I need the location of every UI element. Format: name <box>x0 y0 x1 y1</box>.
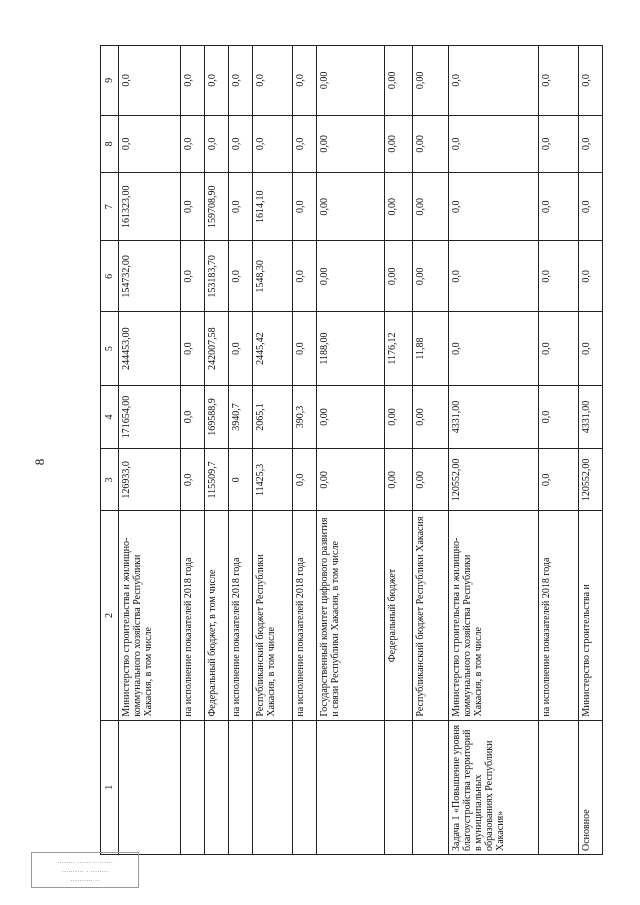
amount-cell: 0,0 <box>579 46 603 116</box>
amount-cell: 0,0 <box>119 46 181 116</box>
amount-cell: 0,0 <box>449 115 539 172</box>
amount-cell: 0,0 <box>205 46 229 116</box>
amount-cell: 0,0 <box>181 46 205 116</box>
funding-source-cell: Федеральный бюджет <box>385 511 413 720</box>
amount-cell: 0,0 <box>181 241 205 312</box>
table-row <box>229 46 253 855</box>
amount-cell: 0,00 <box>413 173 449 241</box>
amount-cell: 0,0 <box>181 115 205 172</box>
table-row <box>253 46 293 855</box>
task-cell <box>317 720 385 854</box>
amount-cell: 0,00 <box>385 115 413 172</box>
amount-cell: 0,0 <box>293 46 317 116</box>
amount-cell: 0,0 <box>181 449 205 511</box>
amount-cell: 0,00 <box>385 385 413 448</box>
amount-cell: 120552,00 <box>579 449 603 511</box>
amount-cell: 0,00 <box>413 385 449 448</box>
column-number: 1 <box>101 720 119 854</box>
amount-cell: 0,0 <box>293 241 317 312</box>
amount-cell: 120552,00 <box>449 449 539 511</box>
column-number: 9 <box>101 46 119 116</box>
amount-cell: 0,0 <box>449 173 539 241</box>
amount-cell: 159708,90 <box>205 173 229 241</box>
stamp-line: .......... .. <box>70 875 100 883</box>
task-cell <box>293 720 317 854</box>
amount-cell: 0 <box>229 449 253 511</box>
column-number: 3 <box>101 449 119 511</box>
column-number: 4 <box>101 385 119 448</box>
amount-cell: 2445,42 <box>253 312 293 385</box>
amount-cell: 0,00 <box>385 449 413 511</box>
amount-cell: 0,00 <box>385 173 413 241</box>
task-cell <box>181 720 205 854</box>
amount-cell: 161323,00 <box>119 173 181 241</box>
amount-cell: 0,0 <box>539 46 579 116</box>
amount-cell: 154732,00 <box>119 241 181 312</box>
amount-cell: 0,0 <box>181 385 205 448</box>
amount-cell: 0,0 <box>229 46 253 116</box>
amount-cell: 0,00 <box>385 46 413 116</box>
amount-cell: 1176,12 <box>385 312 413 385</box>
table-row <box>317 46 385 855</box>
amount-cell: 1188,00 <box>317 312 385 385</box>
amount-cell: 171654,00 <box>119 385 181 448</box>
amount-cell: 0,0 <box>293 449 317 511</box>
rotated-page-content <box>100 45 600 855</box>
amount-cell: 242007,58 <box>205 312 229 385</box>
amount-cell: 1614,10 <box>253 173 293 241</box>
budget-table <box>100 45 603 855</box>
column-number-row <box>101 46 119 855</box>
column-number: 5 <box>101 312 119 385</box>
column-number: 8 <box>101 115 119 172</box>
amount-cell: 0,00 <box>413 449 449 511</box>
amount-cell: 0,0 <box>579 241 603 312</box>
amount-cell: 0,00 <box>385 241 413 312</box>
amount-cell: 0,0 <box>579 115 603 172</box>
amount-cell: 0,0 <box>449 46 539 116</box>
amount-cell: 115509,7 <box>205 449 229 511</box>
table-row <box>539 46 579 855</box>
amount-cell: 0,0 <box>181 173 205 241</box>
table-row <box>119 46 181 855</box>
amount-cell: 153183,70 <box>205 241 229 312</box>
table-row <box>449 46 539 855</box>
amount-cell: 3940,7 <box>229 385 253 448</box>
stamp-line: .......... . ........ <box>61 866 109 874</box>
amount-cell: 0,0 <box>205 115 229 172</box>
amount-cell: 1548,30 <box>253 241 293 312</box>
funding-source-cell: на исполнение показателей 2018 года <box>229 511 253 720</box>
funding-source-cell: Государственный комитет цифрового развития и связи Республики Хакасия, в том числе <box>317 511 385 720</box>
amount-cell: 0,00 <box>413 241 449 312</box>
amount-cell: 0,00 <box>317 46 385 116</box>
table-row <box>413 46 449 855</box>
amount-cell: 0,0 <box>579 173 603 241</box>
amount-cell: 0,00 <box>317 241 385 312</box>
task-cell <box>539 720 579 854</box>
document-stamp <box>31 852 139 888</box>
amount-cell: 0,0 <box>539 312 579 385</box>
amount-cell: 244453,00 <box>119 312 181 385</box>
amount-cell: 0,00 <box>413 46 449 116</box>
funding-source-cell: Республиканский бюджет Республики Хакасия <box>413 511 449 720</box>
column-number: 2 <box>101 511 119 720</box>
amount-cell: 4331,00 <box>579 385 603 448</box>
amount-cell: 0,0 <box>229 115 253 172</box>
amount-cell: 11425,3 <box>253 449 293 511</box>
amount-cell: 0,0 <box>229 241 253 312</box>
amount-cell: 2065,1 <box>253 385 293 448</box>
task-cell <box>229 720 253 854</box>
task-cell: Задача 1 «Повышение уровня благоустройства территорий в муниципальных образованиях Республики Хакасия» <box>449 720 539 854</box>
funding-source-cell: на исполнение показателей 2018 года <box>181 511 205 720</box>
funding-source-cell: Республиканский бюджет Республики Хакасия, в том числе <box>253 511 293 720</box>
table-row <box>385 46 413 855</box>
amount-cell: 11,88 <box>413 312 449 385</box>
amount-cell: 0,0 <box>119 115 181 172</box>
amount-cell: 0,0 <box>293 173 317 241</box>
amount-cell: 0,0 <box>539 241 579 312</box>
amount-cell: 4331,00 <box>449 385 539 448</box>
task-cell <box>205 720 229 854</box>
task-cell <box>413 720 449 854</box>
amount-cell: 0,00 <box>317 449 385 511</box>
amount-cell: 0,0 <box>229 312 253 385</box>
task-cell <box>253 720 293 854</box>
task-cell <box>119 720 181 854</box>
amount-cell: 0,0 <box>293 115 317 172</box>
table-row <box>579 46 603 855</box>
amount-cell: 0,0 <box>253 115 293 172</box>
funding-source-cell: Министерство строительства и жилищно-коммунального хозяйства Республики Хакасия, в том числе <box>449 511 539 720</box>
funding-source-cell: Министерство строительства и жилищно-коммунального хозяйства Республики Хакасия, в том числе <box>119 511 181 720</box>
funding-source-cell: Федеральный бюджет, в том числе <box>205 511 229 720</box>
amount-cell: 126933,0 <box>119 449 181 511</box>
table-row <box>293 46 317 855</box>
amount-cell: 0,0 <box>539 115 579 172</box>
amount-cell: 0,0 <box>253 46 293 116</box>
amount-cell: 0,0 <box>229 173 253 241</box>
amount-cell: 0,0 <box>579 312 603 385</box>
table-row <box>205 46 229 855</box>
stamp-line: ........ ...... .. ...... <box>57 857 113 865</box>
task-cell <box>385 720 413 854</box>
column-number: 7 <box>101 173 119 241</box>
table-row <box>181 46 205 855</box>
amount-cell: 0,0 <box>181 312 205 385</box>
funding-source-cell: Министерство строительства и <box>579 511 603 720</box>
amount-cell: 0,00 <box>413 115 449 172</box>
amount-cell: 0,0 <box>539 173 579 241</box>
task-cell: Основное <box>579 720 603 854</box>
amount-cell: 390,3 <box>293 385 317 448</box>
funding-source-cell: на исполнение показателей 2018 года <box>293 511 317 720</box>
amount-cell: 169588,9 <box>205 385 229 448</box>
amount-cell: 0,00 <box>317 385 385 448</box>
amount-cell: 0,0 <box>449 241 539 312</box>
amount-cell: 0,0 <box>539 385 579 448</box>
amount-cell: 0,00 <box>317 115 385 172</box>
amount-cell: 0,0 <box>539 449 579 511</box>
amount-cell: 0,0 <box>449 312 539 385</box>
page-number: 8 <box>31 458 47 466</box>
amount-cell: 0,00 <box>317 173 385 241</box>
funding-source-cell: на исполнение показателей 2018 года <box>539 511 579 720</box>
column-number: 6 <box>101 241 119 312</box>
amount-cell: 0,0 <box>293 312 317 385</box>
